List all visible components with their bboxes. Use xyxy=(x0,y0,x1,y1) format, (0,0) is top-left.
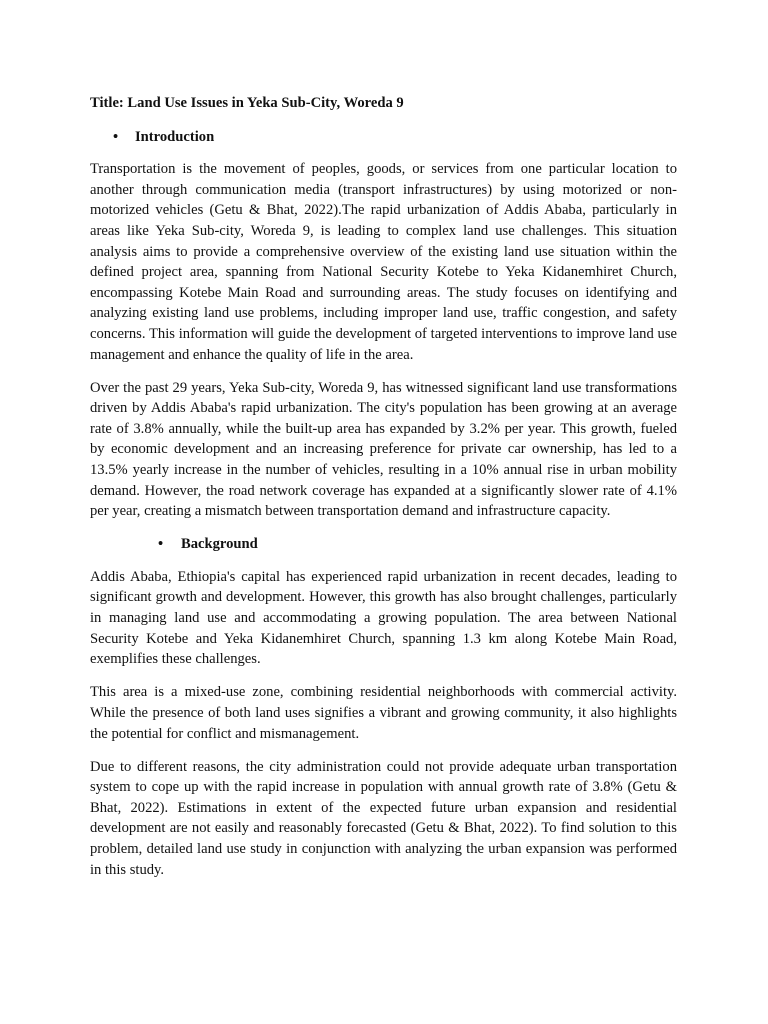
bullet-icon: • xyxy=(158,536,164,553)
document-page xyxy=(90,93,677,893)
section-heading-label: Background xyxy=(181,536,258,553)
bullet-icon: • xyxy=(113,128,119,145)
intro-paragraph-1: Transportation is the movement of peoples, goods, or services from one particular location to another through communication media (transport infrastructures) by using motorized or non-motorized vehicles (Getu & Bhat, 2022).The rapid urbanization of Addis Ababa, particularly in areas like Yeka Sub-city, Woreda 9, is leading to complex land use challenges. This situation analysis aims to provide a comprehensive overview of the existing land use situation within the defined project area, spanning from National Security Kotebe to Yeka Kidanemhiret Church, encompassing Kotebe Main Road and surrounding areas. The study focuses on identifying and analyzing existing land use problems, including improper land use, traffic congestion, and safety concerns. This information will guide the development of targeted interventions to improve land use management and enhance the quality of life in the area. xyxy=(90,161,677,363)
section-heading-background xyxy=(90,534,677,555)
intro-paragraph-2: Over the past 29 years, Yeka Sub-city, Woreda 9, has witnessed significant land use transformations driven by Addis Ababa's rapid urbanization. The city's population has been growing at an average rate of 3.8% annually, while the built-up area has expanded by 3.2% per year. This growth, fueled by economic development and an increasing preference for private car ownership, has led to a 13.5% yearly increase in the number of vehicles, resulting in a 10% annual rise in urban mobility demand. However, the road network coverage has expanded at a significantly slower rate of 4.1% per year, creating a mismatch between transportation demand and infrastructure capacity. xyxy=(90,379,677,520)
background-paragraph-3: Due to different reasons, the city administration could not provide adequate urban transportation system to cope up with the rapid increase in population with annual growth rate of 3.8% (Getu & Bhat, 2022). Estimations in extent of the expected future urban expansion and residential development are not easily and reasonably forecasted (Getu & Bhat, 2022). To find solution to this problem, detailed land use study in conjunction with analyzing the urban expansion was performed in this study. xyxy=(90,758,677,878)
section-heading-label: Introduction xyxy=(135,128,215,145)
background-paragraph-2: This area is a mixed-use zone, combining residential neighborhoods with commercial activity. While the presence of both land uses signifies a vibrant and growing community, it also highlights the potential for conflict and mismanagement. xyxy=(90,684,677,742)
section-heading-introduction xyxy=(90,127,677,148)
document-title: Title: Land Use Issues in Yeka Sub-City, Woreda 9 xyxy=(90,95,404,111)
background-paragraph-1: Addis Ababa, Ethiopia's capital has experienced rapid urbanization in recent decades, leading to significant growth and development. However, this growth has also brought challenges, particularly in managing land use and accommodating a growing population. The area between National Security Kotebe and Yeka Kidanemhiret Church, spanning 1.3 km along Kotebe Main Road, exemplifies these challenges. xyxy=(90,568,677,668)
